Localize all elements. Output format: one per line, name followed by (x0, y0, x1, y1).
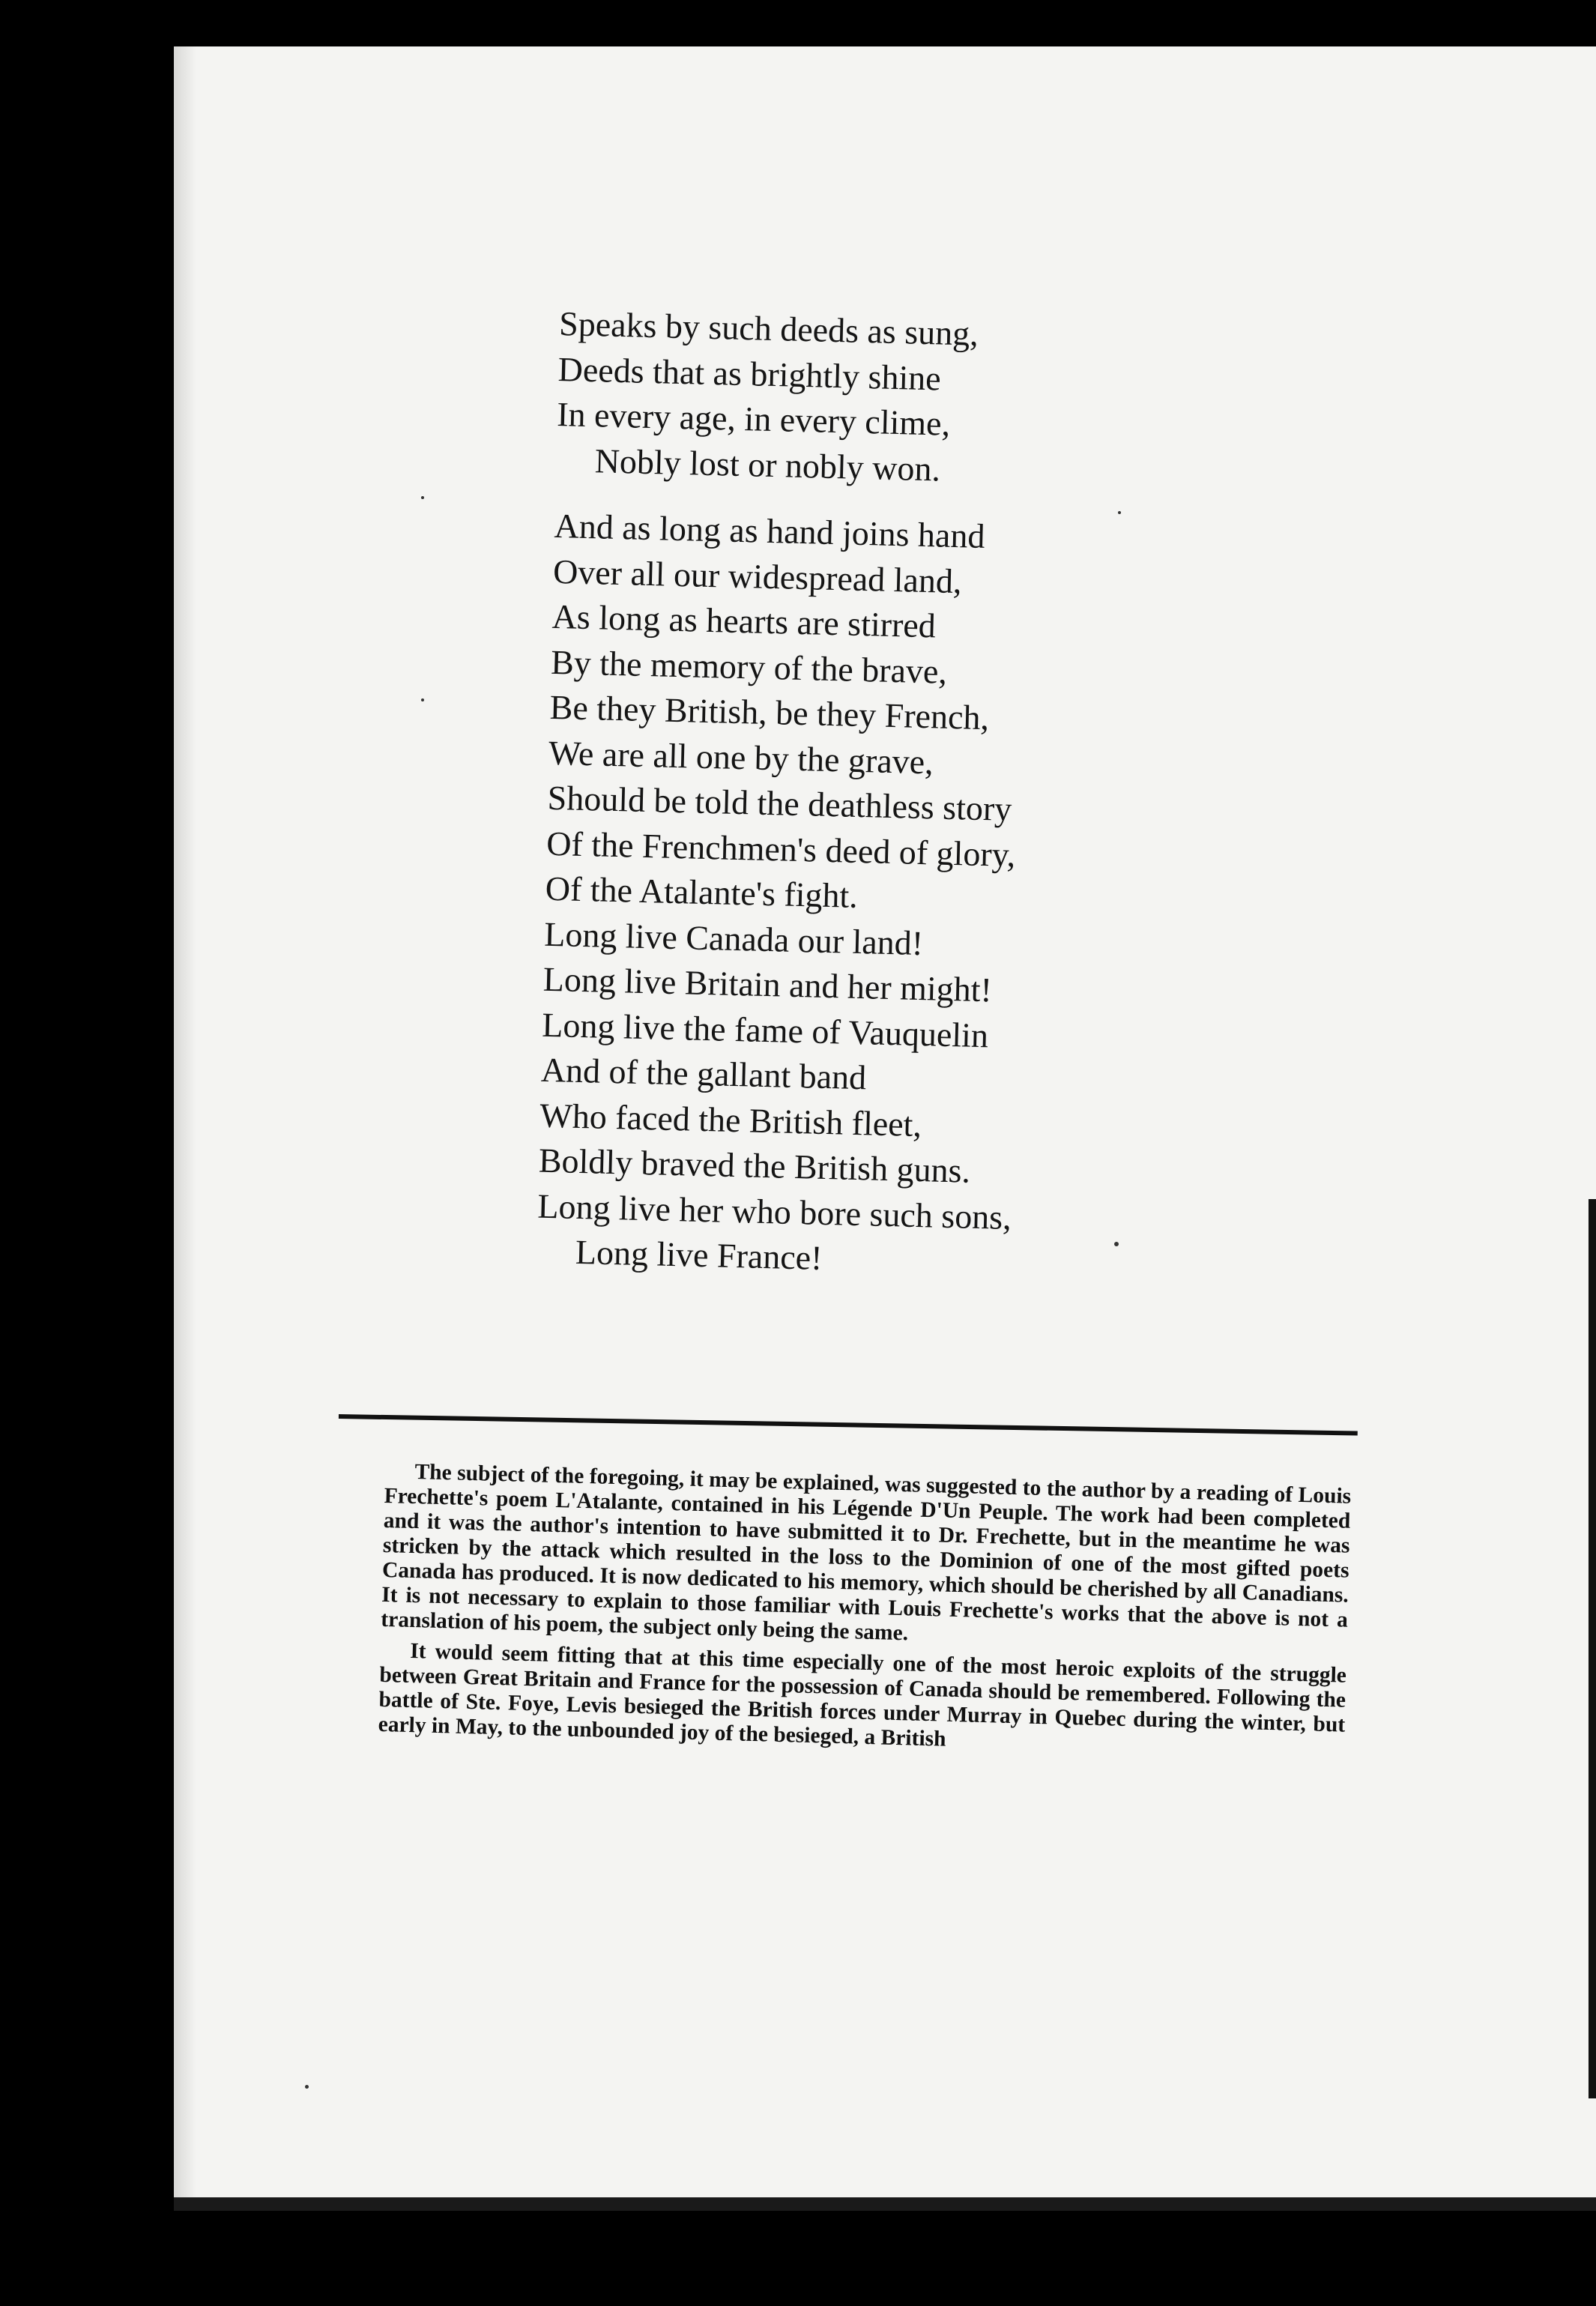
poem-line: Over all our widespread land, (552, 552, 963, 600)
page-bottom-edge (174, 2197, 1596, 2211)
note-paragraph: The subject of the foregoing, it may be explained, was suggested to the author by a reading of Louis Frechette's poem L'Atalante, contained in his Légende D'Un Peuple. The work had been completed and it was the author's intention to have submitted it to Dr. Frechette, but in the meantime he was stricken by the attack which resulted in the loss to the Dominion of one of the most gifted poets Canada has produced. It is now dedicated to his memory, which should be cherished by all Canadians. It is not necessary to explain to those familiar with Louis Frechette's works that the above is not a translation of his poem, the subject only being the same. (380, 1460, 1352, 1646)
poem-line: Be they British, be they French, (549, 687, 990, 737)
page-right-edge (1589, 1199, 1596, 2098)
explanatory-note (378, 1459, 1351, 1769)
scan-speck (421, 496, 424, 499)
poem-line: Long live France! (575, 1232, 823, 1277)
poem-stanza (555, 301, 1309, 501)
poem-line: As long as hearts are stirred (551, 597, 937, 645)
section-divider-rule (339, 1414, 1358, 1436)
paper-sheet (174, 46, 1596, 2197)
poem-line: By the memory of the brave, (550, 642, 948, 691)
scan-speck (421, 698, 424, 701)
poem-line: In every age, in every clime, (556, 394, 951, 443)
poem-line: Should be told the deathless story (547, 778, 1012, 828)
note-paragraph: It would seem fitting that at this time especially one of the most heroic exploits of the struggle between Great Britain and France for the possession of Canada should be remembered. Following the battle of Ste. Foye, Levis besieged the British forces under Murray in Quebec during the winter, but early in May, to the unbounded joy of the besieged, a British (378, 1638, 1347, 1751)
poem-line: Long live the fame of Vauquelin (541, 1005, 989, 1054)
poem-line: Speaks by such deeds as sung, (558, 304, 979, 353)
poem-stanza (536, 504, 1304, 1293)
scan-speck (305, 2085, 309, 2089)
poem-line: And as long as hand joins hand (554, 506, 986, 555)
poem-line: Long live her who bore such sons, (536, 1186, 1012, 1237)
scan-speck (1114, 1242, 1119, 1246)
poem-line: Long live Britain and her might! (542, 959, 993, 1009)
scan-speck (1118, 511, 1121, 514)
poem-line: Nobly lost or nobly won. (594, 441, 941, 488)
poem-line: Who faced the British fleet, (539, 1096, 922, 1144)
poem-line: Long live Canada our land! (543, 914, 924, 962)
poem-line: And of the gallant band (540, 1050, 867, 1097)
poem-line: Of the Atalante's fight. (545, 869, 859, 915)
page-binding-shadow (174, 46, 196, 2197)
poem (536, 301, 1309, 1314)
poem-line: Of the Frenchmen's deed of glory, (545, 824, 1016, 874)
poem-line: We are all one by the grave, (548, 733, 934, 781)
poem-line: Deeds that as brightly shine (557, 349, 942, 397)
poem-line: Boldly braved the British guns. (538, 1141, 971, 1190)
